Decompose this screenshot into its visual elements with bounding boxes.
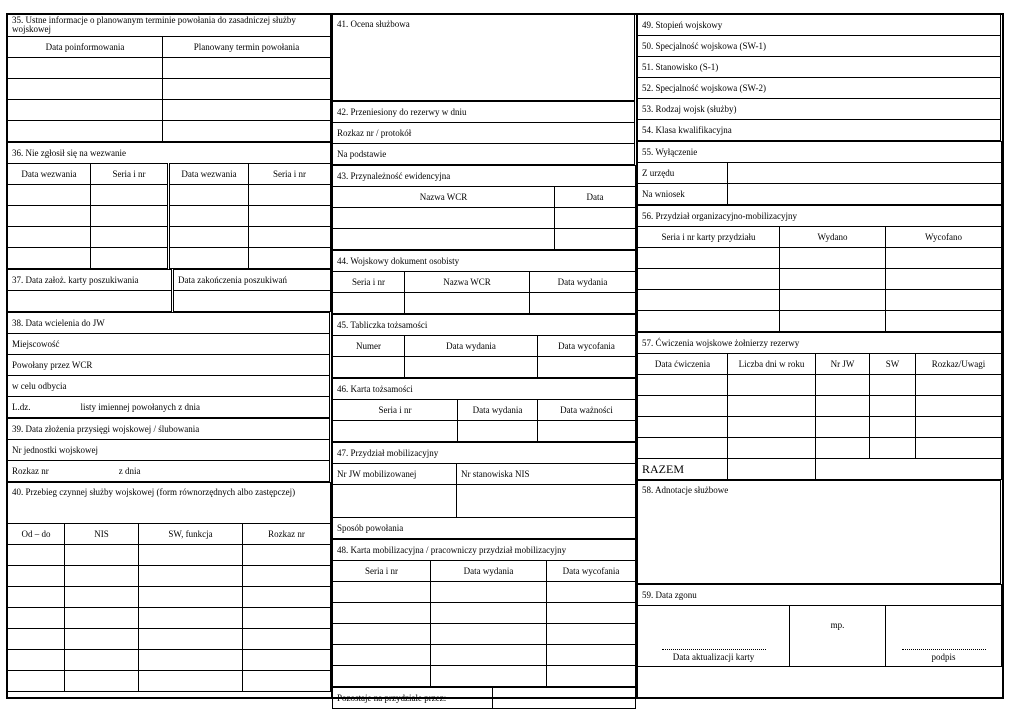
table-cell[interactable] <box>8 566 65 587</box>
table-cell[interactable] <box>780 248 886 269</box>
table-cell[interactable] <box>243 671 331 692</box>
table-cell[interactable] <box>8 587 65 608</box>
table-cell[interactable] <box>638 311 780 332</box>
field-stopien-wojskowy[interactable]: 49. Stopień wojskowy <box>638 15 1001 36</box>
table-cell[interactable] <box>816 375 870 396</box>
table-cell[interactable] <box>8 291 173 312</box>
col-header-data-wezwania-2: Data wezwania <box>169 164 249 185</box>
section-58 <box>637 480 1001 584</box>
col-header-sw-funkcja: SW, funkcja <box>139 524 243 545</box>
section-36-title: 36. Nie zgłosił się na wezwanie <box>8 143 331 164</box>
table-cell[interactable] <box>139 587 243 608</box>
table-cell[interactable] <box>405 357 538 378</box>
table-cell[interactable] <box>457 485 636 518</box>
right-column <box>637 14 1001 667</box>
table-cell[interactable] <box>91 185 169 206</box>
table-cell[interactable] <box>65 566 139 587</box>
section-39-title: 39. Data złożenia przysięgi wojskowej / ślubowania <box>8 419 330 440</box>
section-38 <box>7 312 330 418</box>
table-cell[interactable] <box>8 100 163 121</box>
col-header-nis: NIS <box>65 524 139 545</box>
table-cell[interactable] <box>65 650 139 671</box>
table-cell[interactable] <box>916 396 1002 417</box>
table-cell[interactable] <box>8 248 91 269</box>
table-cell[interactable] <box>638 290 780 311</box>
col-header-wydano: Wydano <box>780 227 886 248</box>
col-header-data-wydania: Data wydania <box>405 336 538 357</box>
table-cell[interactable] <box>916 375 1002 396</box>
table-cell[interactable] <box>139 545 243 566</box>
table-cell[interactable] <box>243 650 331 671</box>
table-cell[interactable] <box>538 421 636 442</box>
data-aktualizacji-label: Data aktualizacji karty <box>672 652 755 662</box>
table-cell[interactable] <box>65 629 139 650</box>
razem-total-cell[interactable] <box>728 459 816 480</box>
field-sposob-powolania[interactable]: Sposób powołania <box>333 518 636 539</box>
field-specjalnosc-sw2[interactable]: 52. Specjalność wojskowa (SW-2) <box>638 78 1001 99</box>
table-cell[interactable] <box>547 624 636 645</box>
table-cell[interactable] <box>65 545 139 566</box>
table-cell[interactable] <box>249 185 331 206</box>
table-cell[interactable] <box>173 291 331 312</box>
section-42 <box>332 101 635 165</box>
col-header-sw: SW <box>870 354 916 375</box>
table-cell[interactable] <box>8 608 65 629</box>
field-na-wniosek[interactable] <box>728 184 1002 205</box>
table-cell[interactable] <box>780 269 886 290</box>
table-cell[interactable] <box>431 666 547 687</box>
table-cell[interactable] <box>431 582 547 603</box>
section-59-title: 59. Data zgonu <box>638 585 1002 606</box>
table-cell[interactable] <box>728 396 816 417</box>
razem-label: RAZEM <box>638 459 728 480</box>
table-cell[interactable] <box>816 396 870 417</box>
table-cell[interactable] <box>333 293 405 314</box>
table-cell[interactable] <box>8 79 163 100</box>
col-header-wycofano: Wycofano <box>886 227 1002 248</box>
col-header-rozkaz-nr: Rozkaz nr <box>243 524 331 545</box>
table-cell[interactable] <box>139 629 243 650</box>
table-cell[interactable] <box>538 357 636 378</box>
field-lista-label: listy imiennej powołanych z dnia <box>80 402 200 412</box>
col-header-liczba-dni: Liczba dni w roku <box>728 354 816 375</box>
table-cell[interactable] <box>249 227 331 248</box>
section-37 <box>7 269 331 312</box>
table-cell[interactable] <box>8 629 65 650</box>
col-header-seria-nr-2: Seria i nr <box>249 164 331 185</box>
table-cell[interactable] <box>780 311 886 332</box>
table-cell[interactable] <box>555 208 636 229</box>
table-cell[interactable] <box>8 650 65 671</box>
table-cell[interactable] <box>65 608 139 629</box>
table-cell[interactable] <box>139 650 243 671</box>
table-cell[interactable] <box>8 58 163 79</box>
col-header-data-wycofania: Data wycofania <box>538 336 636 357</box>
section-45 <box>332 314 636 378</box>
section-58-title: 58. Adnotacje służbowe <box>638 481 1001 584</box>
table-cell[interactable] <box>243 566 331 587</box>
section-56-title: 56. Przydział organizacyjno-mobilizacyjny <box>638 206 1002 227</box>
table-cell[interactable] <box>816 438 870 459</box>
field-specjalnosc-sw1[interactable]: 50. Specjalność wojskowa (SW-1) <box>638 36 1001 57</box>
field-rodzaj-wojsk[interactable]: 53. Rodzaj wojsk (służby) <box>638 99 1001 120</box>
section-48-footer <box>332 687 636 709</box>
section-56 <box>637 205 1002 332</box>
table-cell[interactable] <box>139 671 243 692</box>
table-cell[interactable] <box>333 603 431 624</box>
col-header-seria-nr-karty: Seria i nr karty przydziału <box>638 227 780 248</box>
col-header-nr-stanowiska: Nr stanowiska NIS <box>457 464 636 485</box>
col-header-od-do: Od – do <box>8 524 65 545</box>
field-z-urzedu[interactable] <box>728 163 1002 184</box>
table-cell[interactable] <box>243 608 331 629</box>
field-pozostaje-na-przydziale: Pozostaje na przydziale przez: <box>333 688 493 709</box>
col-header-data-wydania: Data wydania <box>431 561 547 582</box>
field-klasa-kwalifikacyjna[interactable]: 54. Klasa kwalifikacyjna <box>638 120 1001 141</box>
table-cell[interactable] <box>638 417 728 438</box>
section-48-title: 48. Karta mobilizacyjna / pracowniczy przydział mobilizacyjny <box>333 540 636 561</box>
section-55 <box>637 141 1002 205</box>
table-cell[interactable] <box>728 375 816 396</box>
section-46-title: 46. Karta tożsamości <box>333 379 636 400</box>
section-45-title: 45. Tabliczka tożsamości <box>333 315 636 336</box>
section-47-title: 47. Przydział mobilizacyjny <box>333 443 636 464</box>
col-header-planowany-termin: Planowany termin powołania <box>163 37 331 58</box>
section-47 <box>332 442 636 539</box>
section-43-title: 43. Przynależność ewidencyjna <box>333 166 636 187</box>
table-cell[interactable] <box>91 227 169 248</box>
section-43 <box>332 165 636 250</box>
section-55-title: 55. Wyłączenie <box>638 142 1002 163</box>
table-cell[interactable] <box>886 311 1002 332</box>
section-36 <box>7 142 331 269</box>
table-cell[interactable] <box>65 587 139 608</box>
field-stanowisko-s1[interactable]: 51. Stanowisko (S-1) <box>638 57 1001 78</box>
col-header-data-cwiczenia: Data ćwiczenia <box>638 354 728 375</box>
table-cell[interactable] <box>249 206 331 227</box>
table-cell[interactable] <box>333 624 431 645</box>
table-cell[interactable] <box>728 417 816 438</box>
table-cell[interactable] <box>638 396 728 417</box>
table-cell[interactable] <box>916 438 1002 459</box>
table-cell[interactable] <box>638 438 728 459</box>
col-header-data-poinformowania: Data poinformowania <box>8 37 163 58</box>
col-header-seria-nr: Seria i nr <box>91 164 169 185</box>
field-z-dnia-label: z dnia <box>118 466 141 476</box>
table-cell[interactable] <box>547 603 636 624</box>
table-cell[interactable] <box>638 375 728 396</box>
left-column <box>7 14 330 692</box>
table-cell[interactable] <box>139 608 243 629</box>
table-cell[interactable] <box>333 485 457 518</box>
table-cell[interactable] <box>493 688 636 709</box>
col-header-data-wydania: Data wydania <box>530 272 636 293</box>
table-cell[interactable] <box>8 206 91 227</box>
table-cell[interactable] <box>333 357 405 378</box>
table-cell[interactable] <box>870 375 916 396</box>
table-cell[interactable] <box>886 269 1002 290</box>
table-cell[interactable] <box>169 227 249 248</box>
field-rozkaz-label: Rozkaz nr <box>12 466 49 476</box>
table-cell[interactable] <box>728 438 816 459</box>
section-39 <box>7 418 330 482</box>
table-cell[interactable] <box>780 290 886 311</box>
section-59 <box>637 584 1002 667</box>
section-41 <box>332 14 635 101</box>
field-z-urzedu-label: Z urzędu <box>638 163 728 184</box>
table-cell[interactable] <box>816 417 870 438</box>
table-cell[interactable] <box>547 645 636 666</box>
table-cell[interactable] <box>555 229 636 250</box>
section-57-title: 57. Ćwiczenia wojskowe żołnierzy rezerwy <box>638 333 1002 354</box>
table-cell[interactable] <box>547 666 636 687</box>
signature-cell[interactable] <box>886 606 1002 667</box>
col-header-rozkaz-uwagi: Rozkaz/Uwagi <box>916 354 1002 375</box>
table-cell[interactable] <box>333 208 555 229</box>
table-cell[interactable] <box>139 566 243 587</box>
table-cell[interactable] <box>163 79 331 100</box>
table-cell[interactable] <box>243 545 331 566</box>
col-header-numer: Numer <box>333 336 405 357</box>
section-41-title: 41. Ocena służbowa <box>333 15 635 101</box>
table-cell[interactable] <box>163 121 331 142</box>
section-37-label-b: Data zakończenia poszukiwań <box>173 270 331 291</box>
table-cell[interactable] <box>169 248 249 269</box>
section-35-title: 35. Ustne informacje o planowanym terminie powołania do zasadniczej służby wojskowej <box>8 15 331 37</box>
table-cell[interactable] <box>333 666 431 687</box>
col-header-data: Data <box>555 187 636 208</box>
field-w-celu-odbycia[interactable]: w celu odbycia <box>8 376 330 397</box>
section-46 <box>332 378 636 442</box>
field-lista-imienna[interactable] <box>8 397 330 418</box>
table-cell[interactable] <box>870 417 916 438</box>
col-header-seria-nr: Seria i nr <box>333 561 431 582</box>
razem-blank <box>816 459 1002 480</box>
col-header-seria-nr: Seria i nr <box>333 272 405 293</box>
col-header-data-wezwania: Data wezwania <box>8 164 91 185</box>
section-49-54 <box>637 14 1001 141</box>
table-cell[interactable] <box>8 121 163 142</box>
table-cell[interactable] <box>431 624 547 645</box>
section-44 <box>332 250 636 314</box>
col-header-data-wycofania: Data wycofania <box>547 561 636 582</box>
field-ldz-label: L.dz. <box>12 402 31 412</box>
table-cell[interactable] <box>431 603 547 624</box>
table-cell[interactable] <box>547 582 636 603</box>
field-rozkaz-protokol[interactable]: Rozkaz nr / protokół <box>333 123 635 144</box>
section-38-title: 38. Data wcielenia do JW <box>8 313 330 334</box>
section-48 <box>332 539 636 687</box>
table-cell[interactable] <box>530 293 636 314</box>
table-cell[interactable] <box>243 629 331 650</box>
table-cell[interactable] <box>65 671 139 692</box>
col-header-nr-jw: Nr JW mobilizowanej <box>333 464 457 485</box>
col-header-nazwa-wcr: Nazwa WCR <box>333 187 555 208</box>
signature-date-cell[interactable] <box>638 606 790 667</box>
table-cell[interactable] <box>458 421 538 442</box>
section-42-title[interactable]: 42. Przeniesiony do rezerwy w dniu <box>333 102 635 123</box>
table-cell[interactable] <box>405 293 530 314</box>
table-cell[interactable] <box>333 421 458 442</box>
section-57 <box>637 332 1002 480</box>
table-cell[interactable] <box>91 248 169 269</box>
table-cell[interactable] <box>870 396 916 417</box>
field-miejscowosc[interactable]: Miejscowość <box>8 334 330 355</box>
field-nr-jednostki[interactable]: Nr jednostki wojskowej <box>8 440 330 461</box>
table-cell[interactable] <box>333 229 555 250</box>
section-40-title: 40. Przebieg czynnej służby wojskowej (form równorzędnych albo zastępczej) <box>8 483 331 524</box>
section-40 <box>7 482 331 692</box>
table-cell[interactable] <box>638 248 780 269</box>
col-header-nr-jw: Nr JW <box>816 354 870 375</box>
middle-column <box>332 14 635 709</box>
table-cell[interactable] <box>243 587 331 608</box>
table-cell[interactable] <box>8 227 91 248</box>
table-cell[interactable] <box>916 417 1002 438</box>
table-cell[interactable] <box>91 206 169 227</box>
field-rozkaz[interactable] <box>8 461 330 482</box>
col-header-data-waznosci: Data ważności <box>538 400 636 421</box>
col-header-nazwa-wcr: Nazwa WCR <box>405 272 530 293</box>
section-44-title: 44. Wojskowy dokument osobisty <box>333 251 636 272</box>
field-na-wniosek-label: Na wniosek <box>638 184 728 205</box>
section-35 <box>7 14 331 142</box>
mp-stamp-cell: mp. <box>790 606 886 667</box>
table-cell[interactable] <box>169 206 249 227</box>
table-cell[interactable] <box>333 645 431 666</box>
table-cell[interactable] <box>886 290 1002 311</box>
date-dotted-line <box>662 641 766 650</box>
podpis-label: podpis <box>931 652 956 662</box>
table-cell[interactable] <box>163 100 331 121</box>
table-cell[interactable] <box>8 671 65 692</box>
field-powolany-przez[interactable]: Powołany przez WCR <box>8 355 330 376</box>
table-cell[interactable] <box>333 582 431 603</box>
table-cell[interactable] <box>249 248 331 269</box>
col-header-seria-nr: Seria i nr <box>333 400 458 421</box>
table-cell[interactable] <box>886 248 1002 269</box>
col-header-data-wydania: Data wydania <box>458 400 538 421</box>
table-cell[interactable] <box>169 185 249 206</box>
section-37-label: 37. Data założ. karty poszukiwania <box>8 270 173 291</box>
field-na-podstawie[interactable]: Na podstawie <box>333 144 635 165</box>
table-cell[interactable] <box>8 185 91 206</box>
table-cell[interactable] <box>870 438 916 459</box>
table-cell[interactable] <box>163 58 331 79</box>
table-cell[interactable] <box>638 269 780 290</box>
table-cell[interactable] <box>431 645 547 666</box>
signature-dotted-line <box>902 641 986 650</box>
table-cell[interactable] <box>8 545 65 566</box>
